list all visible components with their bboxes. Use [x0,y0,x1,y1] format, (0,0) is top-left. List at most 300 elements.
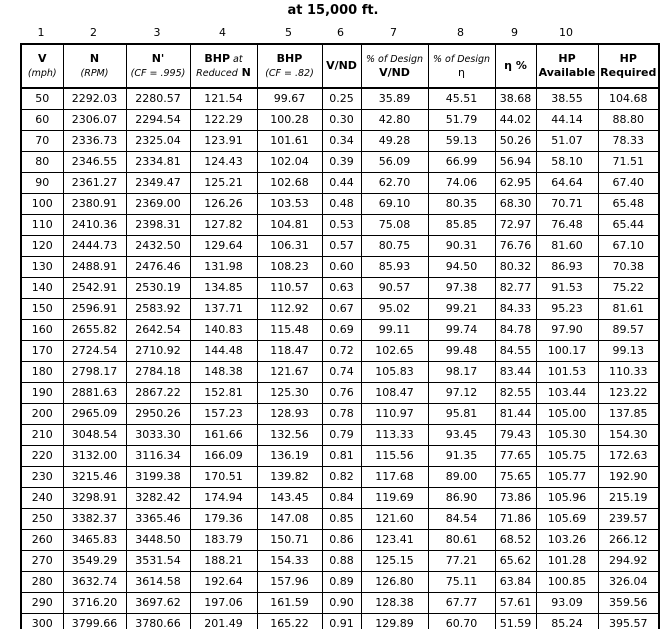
table-row [21,110,659,131]
table-row [21,299,659,320]
table-row [21,446,659,467]
table-cell: 120 [21,236,63,257]
table-cell: 123.22 [598,383,659,404]
table-body [21,88,659,629]
table-cell: 210 [21,425,63,446]
table-cell: 160 [21,320,63,341]
table-cell: 95.81 [428,404,495,425]
table-cell: 161.59 [257,593,322,614]
table-cell: 2294.54 [126,110,190,131]
header-text: N [89,51,100,65]
table-cell: 3780.66 [126,614,190,629]
table-cell: 97.12 [428,383,495,404]
table-cell: 71.51 [598,152,659,173]
table-cell: 80.75 [361,236,428,257]
table-cell: 128.93 [257,404,322,425]
table-cell: 63.84 [495,572,536,593]
table-cell: 80.32 [495,257,536,278]
table-cell: 2655.82 [63,320,126,341]
table-cell: 66.99 [428,152,495,173]
table-cell: 2380.91 [63,194,126,215]
header-text: N' [151,51,165,65]
table-cell: 170.51 [190,467,257,488]
table-cell: 2583.92 [126,299,190,320]
table-cell: 98.17 [428,362,495,383]
table-cell: 123.91 [190,131,257,152]
table-cell: 91.35 [428,446,495,467]
table-cell: 76.48 [536,215,598,236]
column-numbers-row [20,26,666,40]
column-header-eta-pct [495,44,536,88]
column-header-pct-design-eta [428,44,495,88]
table-cell: 89.57 [598,320,659,341]
table-cell: 2881.63 [63,383,126,404]
table-cell: 172.63 [598,446,659,467]
table-cell: 88.80 [598,110,659,131]
table-row [21,341,659,362]
table-cell: 105.00 [536,404,598,425]
table-cell: 94.50 [428,257,495,278]
table-cell: 2346.55 [63,152,126,173]
table-cell: 3132.00 [63,446,126,467]
table-cell: 250 [21,509,63,530]
table-cell: 78.33 [598,131,659,152]
table-cell: 132.56 [257,425,322,446]
table-cell: 69.10 [361,194,428,215]
table-cell: 2349.47 [126,173,190,194]
table-cell: 90.31 [428,236,495,257]
table-cell: 77.65 [495,446,536,467]
table-cell: 45.51 [428,88,495,110]
table-cell: 134.85 [190,278,257,299]
table-cell: 140.83 [190,320,257,341]
table-cell: 125.21 [190,173,257,194]
table-cell: 49.28 [361,131,428,152]
table-cell: 115.56 [361,446,428,467]
column-number-7: 7 [390,26,397,39]
table-cell: 2724.54 [63,341,126,362]
table-cell: 67.77 [428,593,495,614]
table-row [21,278,659,299]
table-cell: 266.12 [598,530,659,551]
column-number-8: 8 [457,26,464,39]
table-cell: 0.86 [322,530,361,551]
table-cell: 59.13 [428,131,495,152]
table-cell: 50 [21,88,63,110]
table-cell: 99.11 [361,320,428,341]
table-cell: 0.84 [322,488,361,509]
table-cell: 2334.81 [126,152,190,173]
table-cell: 93.45 [428,425,495,446]
table-cell: 73.86 [495,488,536,509]
table-cell: 102.04 [257,152,322,173]
table-cell: 74.06 [428,173,495,194]
table-cell: 42.80 [361,110,428,131]
table-cell: 200 [21,404,63,425]
table-cell: 104.81 [257,215,322,236]
table-cell: 2336.73 [63,131,126,152]
table-cell: 103.26 [536,530,598,551]
table-row [21,383,659,404]
column-number-2: 2 [90,26,97,39]
table-cell: 3382.37 [63,509,126,530]
table-cell: 3448.50 [126,530,190,551]
table-cell: 70.71 [536,194,598,215]
table-cell: 3799.66 [63,614,126,629]
table-cell: 105.96 [536,488,598,509]
table-cell: 117.68 [361,467,428,488]
table-cell: 128.38 [361,593,428,614]
table-cell: 44.14 [536,110,598,131]
table-cell: 174.94 [190,488,257,509]
table-cell: 154.33 [257,551,322,572]
table-row [21,614,659,629]
table-cell: 51.79 [428,110,495,131]
table-cell: 2596.91 [63,299,126,320]
table-cell: 170 [21,341,63,362]
table-row [21,530,659,551]
table-cell: 140 [21,278,63,299]
column-header-hp-required [598,44,659,88]
table-cell: 101.28 [536,551,598,572]
table-cell: 166.09 [190,446,257,467]
column-number-5: 5 [285,26,292,39]
table-cell: 105.77 [536,467,598,488]
table-cell: 126.80 [361,572,428,593]
table-cell: 201.49 [190,614,257,629]
table-cell: 0.91 [322,614,361,629]
column-number-10: 10 [559,26,573,39]
table-cell: 84.33 [495,299,536,320]
table-cell: 102.68 [257,173,322,194]
table-cell: 326.04 [598,572,659,593]
table-cell: 86.90 [428,488,495,509]
table-cell: 122.29 [190,110,257,131]
table-cell: 136.19 [257,446,322,467]
column-number-4: 4 [219,26,226,39]
header-text: BHP [276,51,303,65]
column-header-v-nd [322,44,361,88]
table-cell: 51.59 [495,614,536,629]
table-cell: 82.77 [495,278,536,299]
header-text: % of Design [432,53,491,65]
table-cell: 137.71 [190,299,257,320]
table-cell: 3033.30 [126,425,190,446]
table-cell: 2530.19 [126,278,190,299]
table-cell: 103.44 [536,383,598,404]
table-cell: 3697.62 [126,593,190,614]
table-cell: 359.56 [598,593,659,614]
table-cell: 72.97 [495,215,536,236]
table-cell: 119.69 [361,488,428,509]
table-cell: 64.64 [536,173,598,194]
table-cell: 3282.42 [126,488,190,509]
header-text: (CF = .995) [130,67,186,79]
table-row [21,257,659,278]
table-cell: 68.30 [495,194,536,215]
table-cell: 2784.18 [126,362,190,383]
table-cell: 0.57 [322,236,361,257]
table-row [21,88,659,110]
table-row [21,215,659,236]
table-cell: 101.53 [536,362,598,383]
table-cell: 50.26 [495,131,536,152]
header-text: at [230,53,243,65]
table-cell: 0.74 [322,362,361,383]
table-cell: 215.19 [598,488,659,509]
table-cell: 113.33 [361,425,428,446]
table-cell: 125.30 [257,383,322,404]
table-cell: 2369.00 [126,194,190,215]
table-cell: 3048.54 [63,425,126,446]
table-cell: 3716.20 [63,593,126,614]
header-text: BHP [204,51,231,65]
table-cell: 121.67 [257,362,322,383]
table-cell: 70 [21,131,63,152]
table-cell: 97.90 [536,320,598,341]
table-cell: 75.08 [361,215,428,236]
header-row [21,44,659,88]
table-cell: 2306.07 [63,110,126,131]
page-title: at 15,000 ft. [287,3,379,18]
table-cell: 3614.58 [126,572,190,593]
table-cell: 95.23 [536,299,598,320]
table-cell: 143.45 [257,488,322,509]
table-cell: 76.76 [495,236,536,257]
table-cell: 154.30 [598,425,659,446]
header-text: HP [619,51,637,65]
table-cell: 110 [21,215,63,236]
table-cell: 56.09 [361,152,428,173]
header-text: (CF = .82) [265,67,314,79]
table-row [21,320,659,341]
table-cell: 230 [21,467,63,488]
table-cell: 2325.04 [126,131,190,152]
table-row [21,194,659,215]
table-cell: 104.68 [598,88,659,110]
performance-table [20,43,660,629]
table-cell: 0.53 [322,215,361,236]
header-text: (RPM) [80,67,109,79]
table-cell: 103.53 [257,194,322,215]
table-cell: 97.38 [428,278,495,299]
table-row [21,152,659,173]
table-cell: 65.48 [598,194,659,215]
table-cell: 90 [21,173,63,194]
table-cell: 0.44 [322,173,361,194]
table-cell: 108.23 [257,257,322,278]
header-text: η [458,66,465,80]
header-text: HP [558,51,576,65]
table-cell: 131.98 [190,257,257,278]
header-text: V [37,51,47,65]
column-number-1: 1 [37,26,45,39]
table-cell: 3215.46 [63,467,126,488]
table-cell: 115.48 [257,320,322,341]
table-cell: 192.90 [598,467,659,488]
table-cell: 129.64 [190,236,257,257]
header-text: η % [504,58,527,72]
table-cell: 2542.91 [63,278,126,299]
table-cell: 80.61 [428,530,495,551]
table-cell: 38.68 [495,88,536,110]
table-cell: 165.22 [257,614,322,629]
column-header-n-prime [126,44,190,88]
table-cell: 57.61 [495,593,536,614]
table-cell: 90.57 [361,278,428,299]
table-cell: 2432.50 [126,236,190,257]
table-cell: 0.39 [322,152,361,173]
table-cell: 137.85 [598,404,659,425]
table-row [21,425,659,446]
table-cell: 300 [21,614,63,629]
table-cell: 2798.17 [63,362,126,383]
table-cell: 75.65 [495,467,536,488]
header-text: % of Design [365,53,424,65]
table-cell: 2444.73 [63,236,126,257]
table-cell: 62.95 [495,173,536,194]
table-cell: 0.90 [322,593,361,614]
table-cell: 108.47 [361,383,428,404]
table-cell: 100.17 [536,341,598,362]
table-cell: 80.35 [428,194,495,215]
table-cell: 2488.91 [63,257,126,278]
table-cell: 118.47 [257,341,322,362]
table-cell: 85.85 [428,215,495,236]
table-cell: 99.67 [257,88,322,110]
table-cell: 3632.74 [63,572,126,593]
table-cell: 67.10 [598,236,659,257]
table-cell: 190 [21,383,63,404]
table-cell: 99.48 [428,341,495,362]
table-cell: 101.61 [257,131,322,152]
table-cell: 0.79 [322,425,361,446]
table-cell: 240 [21,488,63,509]
table-cell: 80 [21,152,63,173]
header-text: Available [538,66,596,79]
column-header-pct-design-vnd [361,44,428,88]
table-cell: 123.41 [361,530,428,551]
table-cell: 85.24 [536,614,598,629]
table-cell: 89.00 [428,467,495,488]
table-cell: 77.21 [428,551,495,572]
table-cell: 44.02 [495,110,536,131]
table-cell: 105.30 [536,425,598,446]
table-cell: 99.74 [428,320,495,341]
column-header-v-mph [21,44,63,88]
table-row [21,488,659,509]
table-cell: 2280.57 [126,88,190,110]
table-cell: 0.63 [322,278,361,299]
table-cell: 0.82 [322,467,361,488]
table-cell: 85.93 [361,257,428,278]
table-cell: 2398.31 [126,215,190,236]
table-cell: 0.88 [322,551,361,572]
table-cell: 84.54 [428,509,495,530]
table-cell: 161.66 [190,425,257,446]
table-cell: 127.82 [190,215,257,236]
table-cell: 70.38 [598,257,659,278]
table-cell: 38.55 [536,88,598,110]
table-cell: 260 [21,530,63,551]
table-cell: 110.57 [257,278,322,299]
table-cell: 86.93 [536,257,598,278]
table-cell: 179.36 [190,509,257,530]
table-cell: 56.94 [495,152,536,173]
table-row [21,362,659,383]
table-row [21,593,659,614]
column-number-empty [597,26,658,40]
table-cell: 3199.38 [126,467,190,488]
table-cell: 395.57 [598,614,659,629]
table-cell: 79.43 [495,425,536,446]
table-cell: 148.38 [190,362,257,383]
table-cell: 157.23 [190,404,257,425]
table-cell: 75.22 [598,278,659,299]
table-cell: 0.69 [322,320,361,341]
table-cell: 105.75 [536,446,598,467]
table-cell: 121.54 [190,88,257,110]
table-cell: 0.67 [322,299,361,320]
table-cell: 95.02 [361,299,428,320]
table-cell: 144.48 [190,341,257,362]
table-cell: 0.72 [322,341,361,362]
table-cell: 100.85 [536,572,598,593]
table-cell: 2965.09 [63,404,126,425]
table-cell: 67.40 [598,173,659,194]
table-cell: 105.83 [361,362,428,383]
header-text: N [237,66,251,79]
table-cell: 2642.54 [126,320,190,341]
table-header [21,44,659,88]
table-cell: 0.89 [322,572,361,593]
table-cell: 157.96 [257,572,322,593]
table-row [21,509,659,530]
table-cell: 3365.46 [126,509,190,530]
table-cell: 112.92 [257,299,322,320]
table-cell: 81.61 [598,299,659,320]
table-cell: 188.21 [190,551,257,572]
table-cell: 147.08 [257,509,322,530]
table-cell: 3116.34 [126,446,190,467]
table-cell: 0.34 [322,131,361,152]
table-cell: 2476.46 [126,257,190,278]
table-cell: 2361.27 [63,173,126,194]
table-cell: 105.69 [536,509,598,530]
table-cell: 130 [21,257,63,278]
table-cell: 2410.36 [63,215,126,236]
column-header-n-rpm [63,44,126,88]
table-cell: 290 [21,593,63,614]
table-cell: 239.57 [598,509,659,530]
table-cell: 3465.83 [63,530,126,551]
table-cell: 58.10 [536,152,598,173]
table-cell: 71.86 [495,509,536,530]
table-cell: 81.44 [495,404,536,425]
table-cell: 139.82 [257,467,322,488]
table-cell: 150.71 [257,530,322,551]
table-cell: 99.21 [428,299,495,320]
table-cell: 81.60 [536,236,598,257]
table-cell: 0.60 [322,257,361,278]
column-number-6: 6 [337,26,344,39]
table-cell: 93.09 [536,593,598,614]
table-cell: 280 [21,572,63,593]
table-cell: 102.65 [361,341,428,362]
column-header-bhp-at-reduced-n [190,44,257,88]
table-cell: 197.06 [190,593,257,614]
table-cell: 152.81 [190,383,257,404]
